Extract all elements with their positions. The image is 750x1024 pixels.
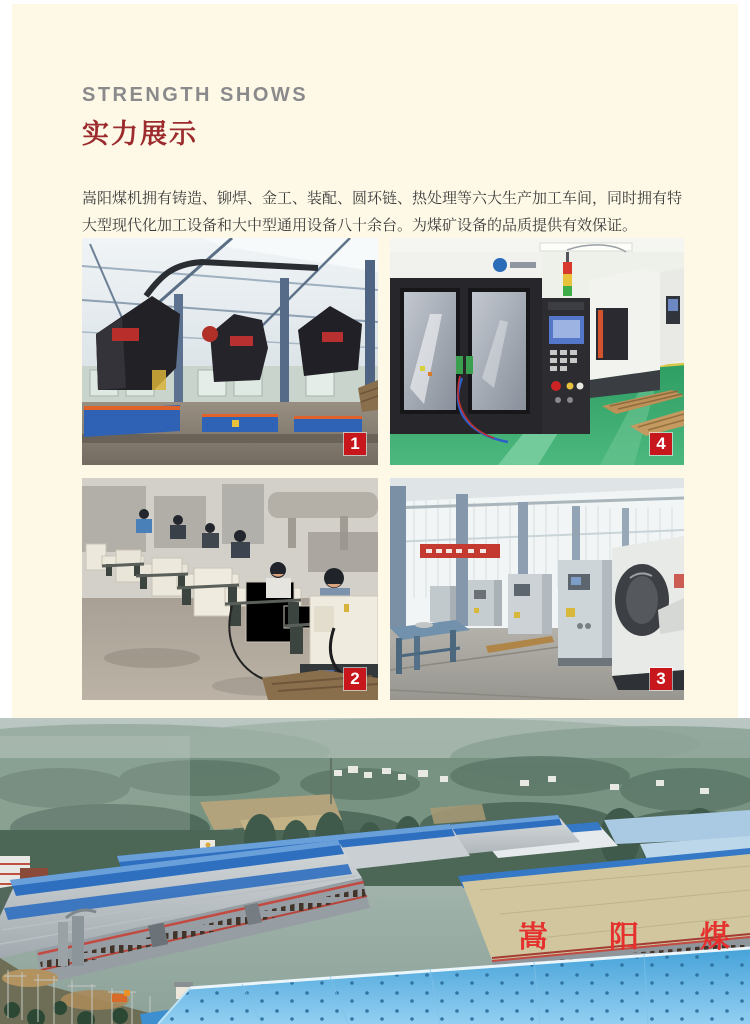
roof-char: 嵩 xyxy=(518,921,548,954)
section-eyebrow: STRENGTH SHOWS xyxy=(82,84,309,106)
machine-row-illustration xyxy=(390,478,684,700)
page-title: 实力展示 xyxy=(82,119,198,149)
cnc-centers-illustration xyxy=(390,238,684,465)
roof-char: 阳 xyxy=(609,921,639,954)
photo-machine-row xyxy=(390,478,684,700)
roof-characters xyxy=(518,923,730,953)
aerial-factory-illustration xyxy=(0,718,750,1024)
intro-paragraph: 嵩阳煤机拥有铸造、铆焊、金工、装配、圆环链、热处理等六大生产加工车间，同时拥有特大型现代化加工设备和大中型通用设备八十余台。为煤矿设备的品质提供有效保证。 xyxy=(82,190,683,234)
photo-number-badge: 3 xyxy=(650,668,672,690)
roof-char: 煤 xyxy=(700,921,730,954)
photo-number-badge: 2 xyxy=(344,668,366,690)
photo-cnc-centers xyxy=(390,238,684,465)
photo-number-badge: 1 xyxy=(344,433,366,455)
content-area xyxy=(12,4,738,718)
photo-lathe-rows xyxy=(82,478,378,700)
lathe-rows-illustration xyxy=(82,478,378,700)
photo-number-badge: 4 xyxy=(650,433,672,455)
aerial-factory-photo xyxy=(0,718,750,1024)
photo-workshop-presses xyxy=(82,238,378,465)
workshop-presses-illustration xyxy=(82,238,378,465)
